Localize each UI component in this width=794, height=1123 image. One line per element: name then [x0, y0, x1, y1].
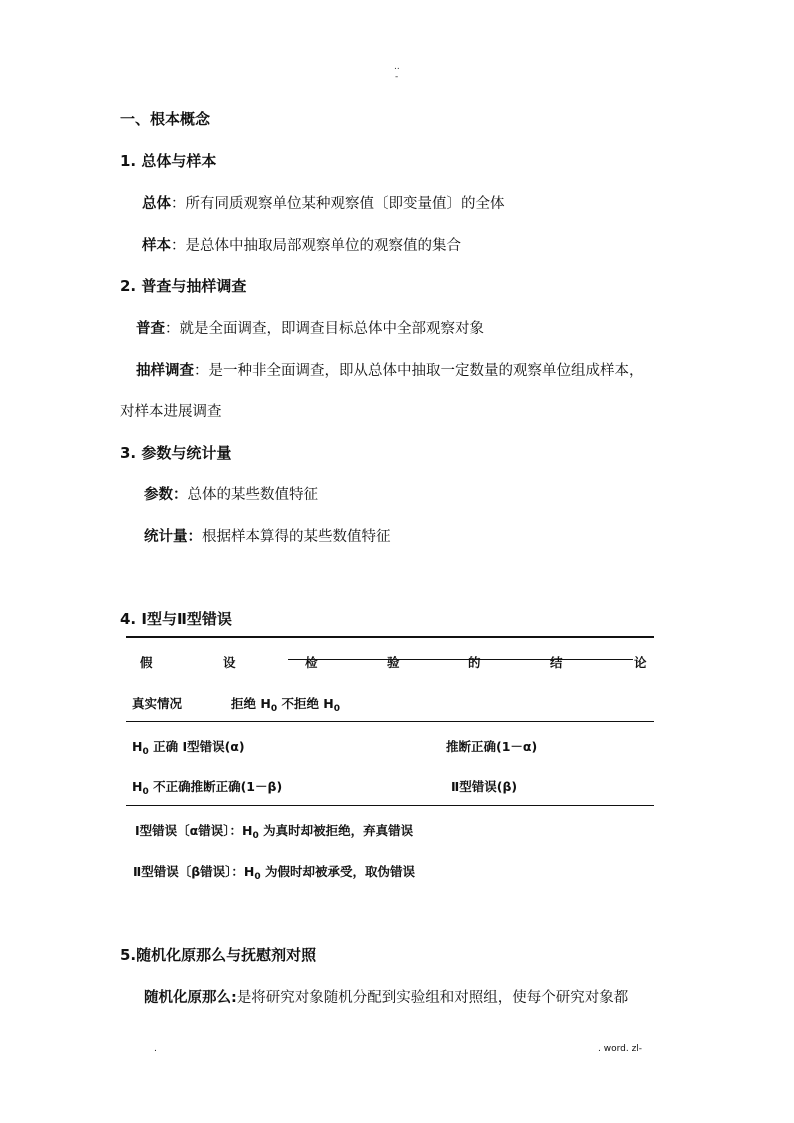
- header-char: 验: [387, 655, 400, 670]
- header-dash: -: [395, 72, 399, 82]
- paragraph-population: [142, 192, 505, 213]
- table-row-h0-true: [132, 737, 245, 757]
- heading-5: 5.随机化原那么与抚慰剂对照: [120, 946, 317, 964]
- cell-not-reject: 不拒绝 H: [277, 696, 334, 711]
- cell-text: H: [132, 779, 143, 794]
- def-randomization: 是将研究对象随机分配到实验组和对照组，使每个研究对象都: [236, 990, 629, 1006]
- paragraph-sample: [142, 234, 461, 255]
- term-sampling-survey: 抽样调查: [136, 363, 194, 379]
- header-char: 假: [140, 655, 153, 670]
- table-cell-type2: Ⅱ型错误(β): [451, 779, 518, 794]
- cell-text: H: [132, 739, 143, 754]
- cell-text: 不正确推断正确(1－β): [148, 779, 283, 794]
- subscript: 0: [142, 747, 149, 757]
- term-sample: 样本: [142, 238, 171, 254]
- header-char: 论: [634, 655, 647, 670]
- def-sampling-survey: ：是一种非全面调查，即从总体中抽取一定数量的观察单位组成样本，: [194, 363, 644, 379]
- def-census: ：就是全面调查，即调查目标总体中全部观察对象: [165, 321, 484, 337]
- def-parameter: 总体的某些数值特征: [187, 487, 318, 503]
- paragraph-census: [136, 317, 484, 338]
- def-sample: ：是总体中抽取局部观察单位的观察值的集合: [171, 238, 461, 254]
- term-parameter: 参数：: [144, 487, 188, 503]
- note-type1: [135, 821, 413, 841]
- paragraph-parameter: [144, 483, 318, 504]
- note-text: 为假时却被承受，取伪错误: [260, 864, 416, 879]
- header-char: 结: [550, 655, 563, 670]
- paragraph-continuation: 对样本进展调查: [120, 404, 222, 420]
- note-text: Ⅰ型错误〔α错误〕：H: [135, 823, 253, 838]
- term-randomization: 随机化原那么:: [144, 990, 237, 1006]
- paragraph-statistic: [144, 525, 391, 546]
- heading-1: 1. 总体与样本: [120, 152, 217, 170]
- footer-right: . word. zl-: [598, 1044, 643, 1054]
- header-char: 检: [305, 655, 318, 670]
- subscript: 0: [142, 787, 149, 797]
- paragraph-randomization: [144, 986, 628, 1007]
- paragraph-sampling-survey: [136, 359, 644, 380]
- heading-3: 3. 参数与统计量: [120, 444, 232, 462]
- term-statistic: 统计量：: [144, 529, 202, 545]
- cell-reject: 拒绝 H: [231, 696, 271, 711]
- table-bottom-rule: [126, 805, 654, 806]
- table-row-h0-false: [132, 777, 282, 797]
- header-dots: ..: [394, 62, 400, 72]
- subscript: 0: [252, 831, 259, 841]
- subscript: 0: [333, 704, 341, 714]
- subscript: 0: [254, 872, 261, 882]
- def-population: ：所有同质观察单位某种观察值〔即变量值〕的全体: [171, 196, 505, 212]
- subscript: 0: [270, 704, 278, 714]
- term-population: 总体: [142, 196, 171, 212]
- cell-text: 正确 Ⅰ型错误(α): [148, 739, 245, 754]
- table-header-strike: [288, 659, 633, 660]
- note-type2: [133, 862, 415, 882]
- table-cell-truth: 真实情况: [132, 696, 183, 711]
- header-char: 的: [468, 655, 481, 670]
- section-title: 一、根本概念: [120, 110, 211, 128]
- note-text: 为真时却被拒绝，弃真错误: [258, 823, 414, 838]
- header-char: 设: [223, 655, 236, 670]
- table-mid-rule: [126, 721, 654, 722]
- heading-2: 2. 普查与抽样调查: [120, 277, 247, 295]
- table-cell-correct: 推断正确(1－α): [446, 739, 538, 754]
- def-statistic: 根据样本算得的某些数值特征: [202, 529, 391, 545]
- heading-4: 4. Ⅰ型与Ⅱ型错误: [120, 610, 232, 628]
- footer-left: .: [154, 1044, 157, 1054]
- table-cell-decisions: [231, 694, 340, 714]
- table-top-rule: [126, 636, 654, 638]
- note-text: Ⅱ型错误〔β错误〕：H: [133, 864, 255, 879]
- term-census: 普查: [136, 321, 165, 337]
